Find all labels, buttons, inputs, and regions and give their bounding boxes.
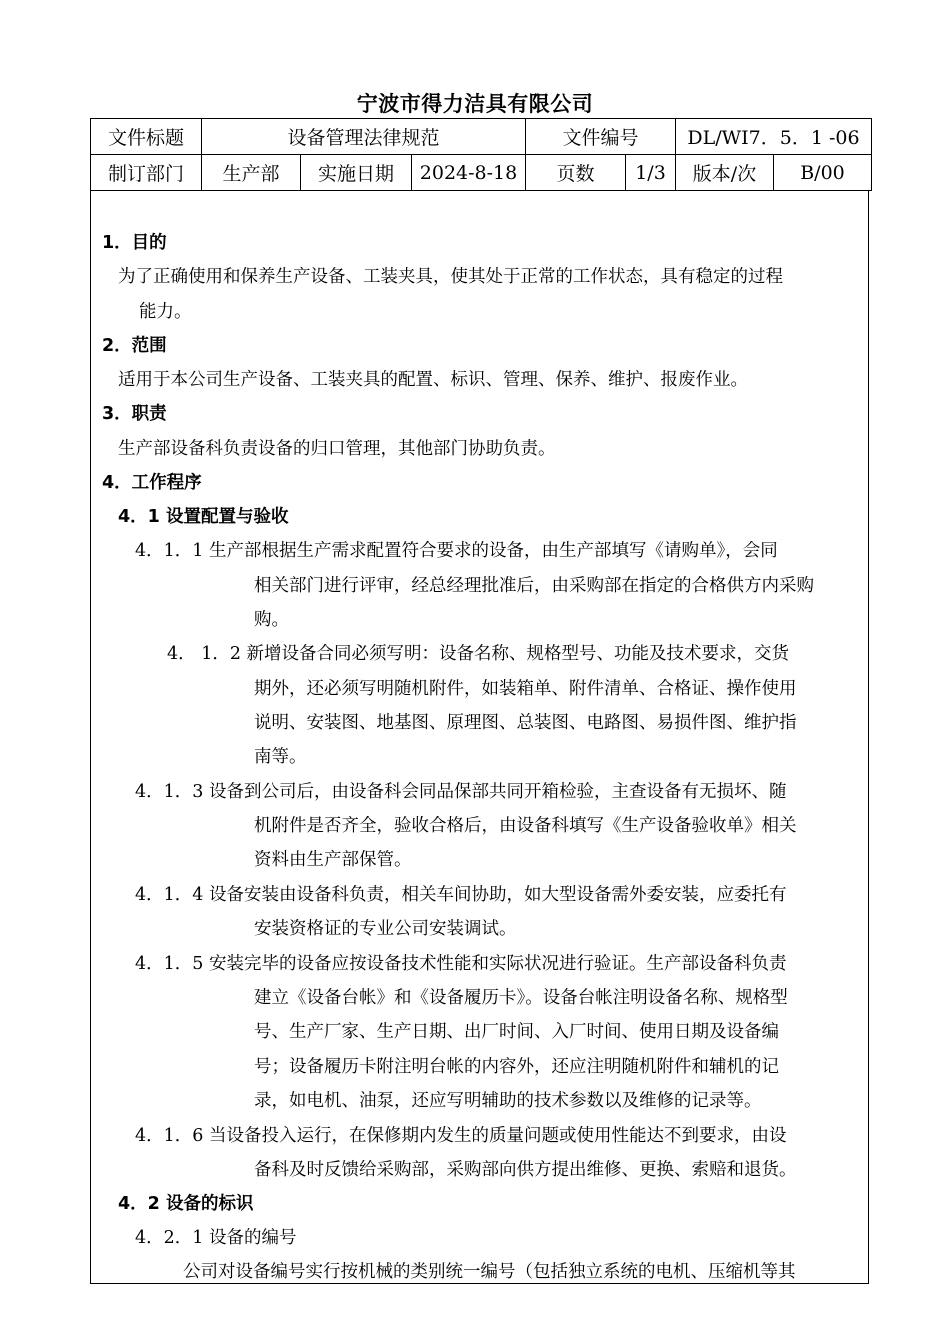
section-4-1-title: 4．1 设置配置与验收 [118, 507, 289, 527]
title-value: 设备管理法律规范 [202, 119, 526, 155]
clause-4-1-6: 4．1．6 当设备投入运行，在保修期内发生的质量问题或使用性能达不到要求，由设 [135, 1126, 787, 1146]
clause-4-1-3: 机附件是否齐全，验收合格后，由设备科填写《生产设备验收单》相关 [254, 816, 797, 836]
clause-4-1-2: 南等。 [254, 747, 307, 767]
version-label: 版本/次 [676, 155, 774, 191]
clause-4-1-1: 相关部门进行评审，经总经理批准后，由采购部在指定的合格供方内采购 [254, 576, 814, 596]
pages-label: 页数 [526, 155, 626, 191]
clause-4-1-3: 资料由生产部保管。 [254, 850, 412, 870]
section-1-text: 能力。 [139, 302, 192, 322]
document-body [90, 190, 869, 1284]
section-1-text: 为了正确使用和保养生产设备、工装夹具，使其处于正常的工作状态，具有稳定的过程 [118, 267, 783, 287]
clause-4-1-2: 4． 1．2 新增设备合同必须写明：设备名称、规格型号、功能及技术要求，交货 [167, 644, 790, 664]
clause-4-1-5: 号、生产厂家、生产日期、出厂时间、入厂时间、使用日期及设备编 [254, 1022, 779, 1042]
clause-4-2-1-text: 公司对设备编号实行按机械的类别统一编号（包括独立系统的电机、压缩机等其 [183, 1262, 796, 1282]
section-4-2-title: 4．2 设备的标识 [118, 1194, 254, 1214]
company-name: 宁波市得力洁具有限公司 [356, 92, 594, 116]
section-2-text: 适用于本公司生产设备、工装夹具的配置、标识、管理、保养、维护、报废作业。 [118, 370, 748, 390]
clause-4-2-1-title: 4．2．1 设备的编号 [135, 1228, 297, 1248]
clause-4-1-1: 购。 [254, 610, 289, 630]
clause-4-1-5: 号；设备履历卡附注明台帐的内容外，还应注明随机附件和辅机的记 [254, 1057, 779, 1077]
version-value: B/00 [774, 155, 872, 191]
clause-4-1-5: 4．1．5 安装完毕的设备应按设备技术性能和实际状况进行验证。生产部设备科负责 [135, 954, 787, 974]
clause-4-1-1: 4．1．1 生产部根据生产需求配置符合要求的设备，由生产部填写《请购单》，会同 [135, 541, 778, 561]
clause-4-1-4: 安装资格证的专业公司安装调试。 [254, 919, 517, 939]
section-3-text: 生产部设备科负责设备的归口管理，其他部门协助负责。 [118, 439, 556, 459]
docno-label: 文件编号 [526, 119, 676, 155]
date-value: 2024-8-18 [412, 155, 526, 191]
header-row-1 [91, 119, 872, 155]
section-1-title: 1．目的 [102, 233, 167, 253]
section-3-title: 3．职责 [102, 404, 167, 424]
header-row-2 [91, 155, 872, 191]
section-4-title: 4．工作程序 [102, 473, 202, 493]
clause-4-1-6: 备科及时反馈给采购部，采购部向供方提出维修、更换、索赔和退货。 [254, 1160, 797, 1180]
title-label: 文件标题 [91, 119, 202, 155]
clause-4-1-5: 录，如电机、油泵，还应写明辅助的技术参数以及维修的记录等。 [254, 1091, 762, 1111]
docno-value: DL/WI7．5．1 -06 [676, 119, 872, 155]
clause-4-1-4: 4．1．4 设备安装由设备科负责，相关车间协助，如大型设备需外委安装，应委托有 [135, 885, 787, 905]
section-2-title: 2．范围 [102, 336, 167, 356]
clause-4-1-2: 说明、安装图、地基图、原理图、总装图、电路图、易损件图、维护指 [254, 713, 797, 733]
date-label: 实施日期 [301, 155, 412, 191]
dept-label: 制订部门 [91, 155, 202, 191]
dept-value: 生产部 [202, 155, 301, 191]
pages-value: 1/3 [626, 155, 676, 191]
clause-4-1-3: 4．1．3 设备到公司后，由设备科会同品保部共同开箱检验，主查设备有无损坏、随 [135, 782, 787, 802]
clause-4-1-2: 期外，还必须写明随机附件，如装箱单、附件清单、合格证、操作使用 [254, 679, 797, 699]
clause-4-1-5: 建立《设备台帐》和《设备履历卡》。设备台帐注明设备名称、规格型 [254, 988, 788, 1008]
document-header-table [90, 118, 872, 191]
